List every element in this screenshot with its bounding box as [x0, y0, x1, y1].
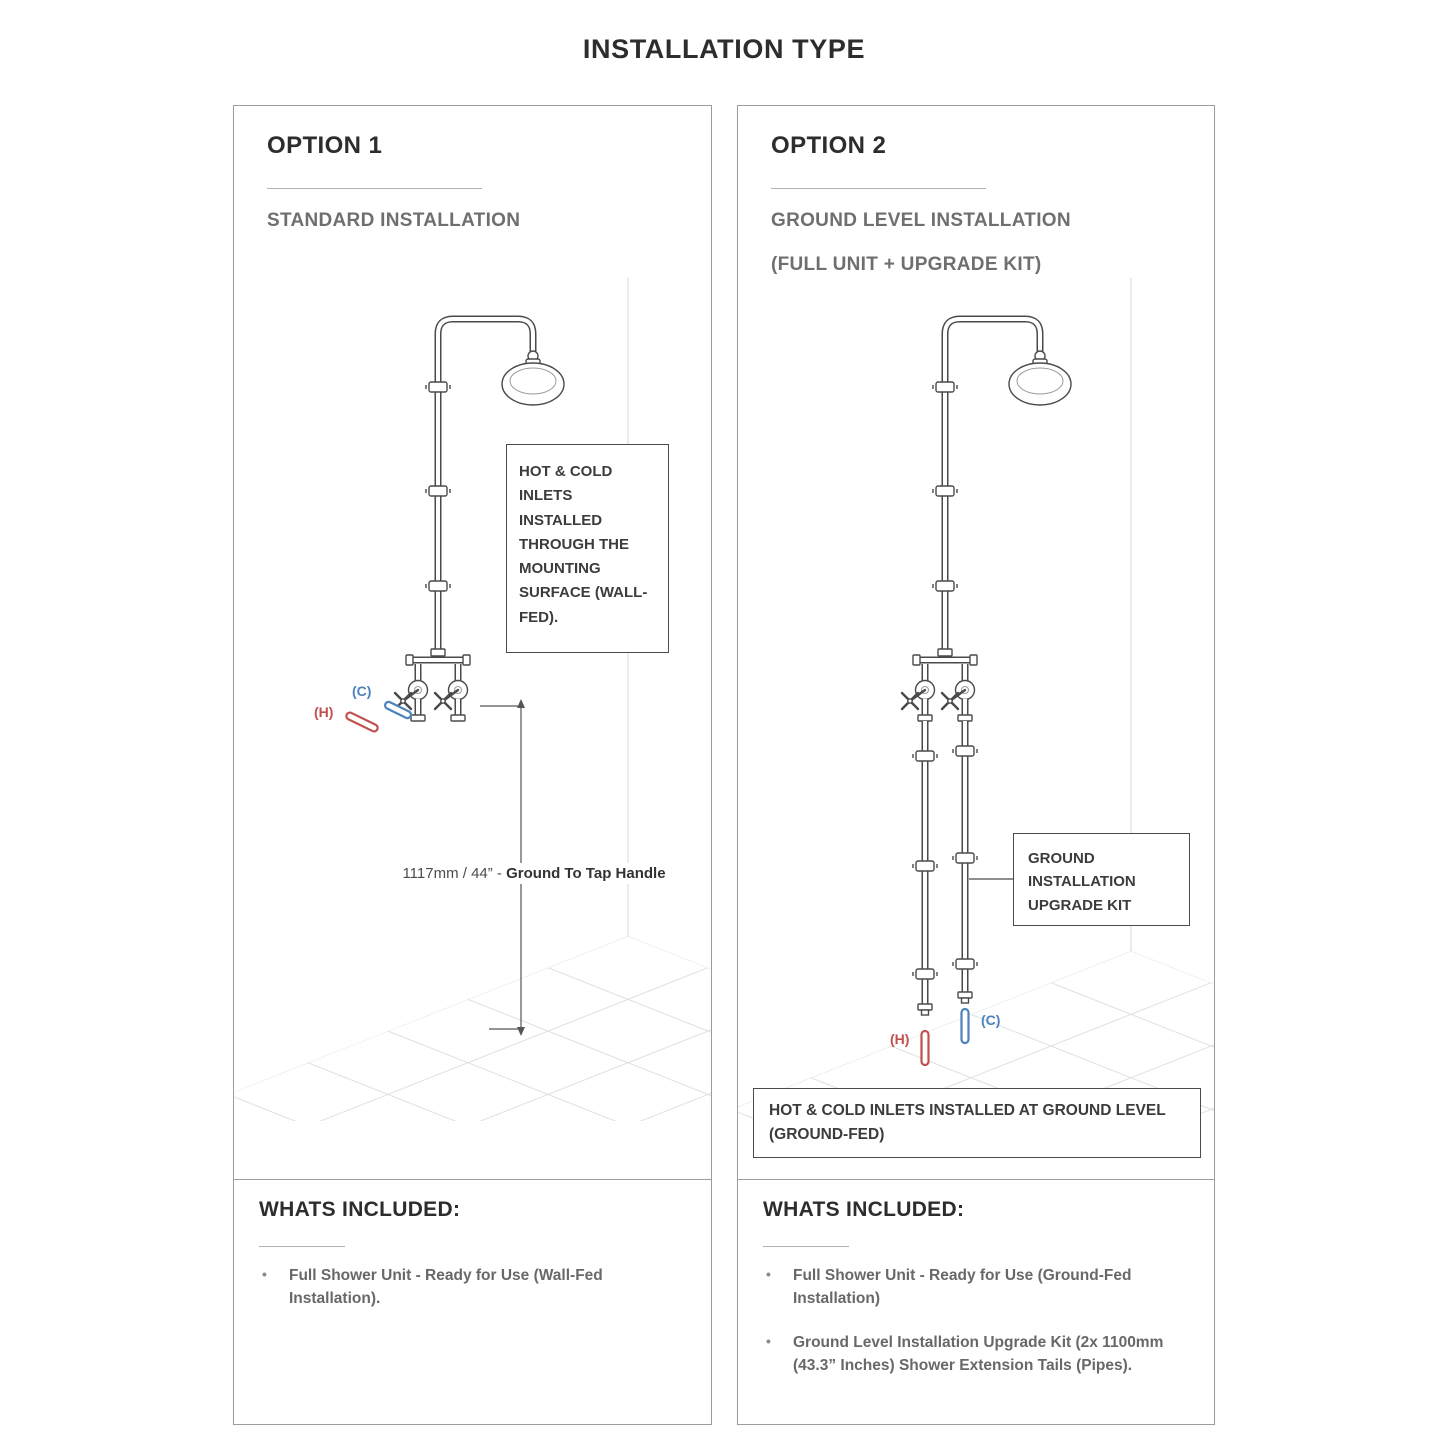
extension-tail-pipes [913, 721, 977, 1015]
floor-grid [234, 699, 711, 1180]
included-item [262, 1264, 679, 1311]
bullet-icon: • [766, 1333, 771, 1349]
option2-heading: OPTION 2 [771, 132, 887, 159]
whats-included-heading: WHATS INCLUDED: [259, 1198, 461, 1221]
option1-divider [267, 188, 482, 189]
included-item [766, 1264, 1183, 1311]
pipe-clamp [913, 751, 937, 761]
bullet-icon: • [262, 1266, 267, 1282]
cold-inlet-stub [962, 1009, 969, 1043]
dimension-value: 1117mm / 44” - [402, 865, 507, 882]
pipe-clamp [933, 486, 957, 496]
option2-panel [737, 105, 1215, 1180]
pipe-union [958, 992, 972, 998]
option1-included-panel [233, 1179, 712, 1425]
cold-label: (C) [352, 683, 372, 699]
ground-fed-note: HOT & COLD INLETS INSTALLED AT GROUND LEVEL (GROUND-FED) [753, 1088, 1201, 1158]
pipe-clamp [426, 581, 450, 591]
upgrade-kit-callout: GROUND INSTALLATION UPGRADE KIT [1013, 833, 1190, 926]
shower-head [1009, 363, 1071, 405]
whats-included-heading: WHATS INCLUDED: [763, 1198, 965, 1221]
valve-assembly [902, 649, 977, 721]
option2-subtitle-line1: GROUND LEVEL INSTALLATION [771, 210, 1071, 231]
option2-included-panel [737, 1179, 1215, 1425]
pipe-clamp [913, 969, 937, 979]
page-title: INSTALLATION TYPE [582, 34, 866, 64]
whats-included-divider [763, 1246, 849, 1247]
bullet-icon: • [766, 1266, 771, 1282]
wall-fed-callout: HOT & COLD INLETS INSTALLED THROUGH THE MOUNTING SURFACE (WALL-FED). [506, 444, 669, 653]
hot-label: (H) [314, 704, 334, 720]
cold-label: (C) [981, 1012, 1001, 1028]
pipe-tip [922, 1010, 929, 1015]
shower-head [502, 363, 564, 405]
option2-divider [771, 188, 986, 189]
pipe-clamp [933, 581, 957, 591]
cold-inlet-stub [384, 701, 412, 720]
included-item-text: Full Shower Unit - Ready for Use (Wall-Fed Installation). [289, 1267, 603, 1308]
pipe-clamp [953, 746, 977, 756]
hot-label: (H) [890, 1031, 910, 1047]
pipe-clamp [426, 486, 450, 496]
option1-subtitle: STANDARD INSTALLATION [267, 210, 521, 231]
dimension-text [374, 863, 694, 884]
dimension-label: Ground To Tap Handle [506, 865, 666, 882]
hot-inlet-stub [345, 711, 379, 732]
pipe-union [918, 1004, 932, 1010]
pipe-tip [962, 998, 969, 1003]
pipe-clamp [913, 861, 937, 871]
whats-included-divider [259, 1246, 345, 1247]
option1-heading: OPTION 1 [267, 132, 383, 159]
option2-subtitle-line2: (FULL UNIT + UPGRADE KIT) [771, 254, 1042, 275]
included-item-text: Ground Level Installation Upgrade Kit (2x 1100mm (43.3” Inches) Shower Extension Tails (Pipes). [793, 1334, 1164, 1375]
pipe-clamp [953, 853, 977, 863]
hot-inlet-stub [922, 1031, 929, 1065]
pipe-clamp [933, 382, 957, 392]
pipe-clamp [953, 959, 977, 969]
pipe-clamp [426, 382, 450, 392]
included-item [766, 1331, 1183, 1378]
option1-panel [233, 105, 712, 1180]
included-item-text: Full Shower Unit - Ready for Use (Ground-Fed Installation) [793, 1267, 1132, 1308]
shower-unit [902, 319, 1071, 1065]
